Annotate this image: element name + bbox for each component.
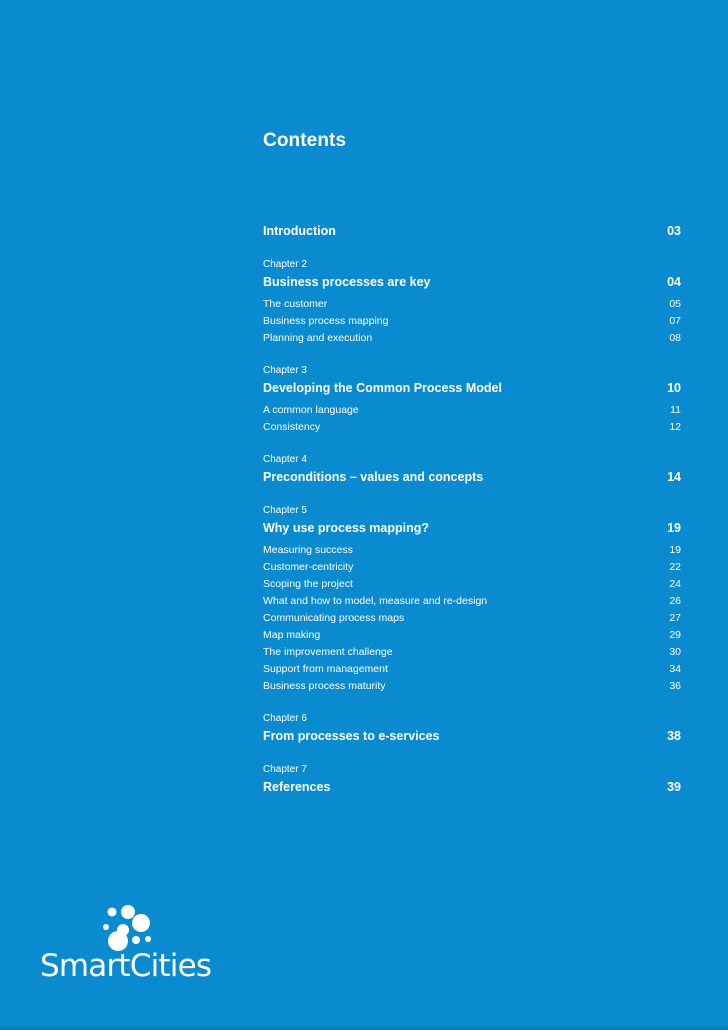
toc-chapter-entry[interactable] bbox=[263, 272, 681, 292]
chapter-label: Chapter 3 bbox=[263, 365, 307, 376]
toc-sub-entry-title: The customer bbox=[263, 298, 328, 310]
toc-sub-entry-page: 12 bbox=[669, 421, 681, 433]
toc-chapter-entry[interactable] bbox=[263, 777, 681, 797]
chapter-label: Chapter 5 bbox=[263, 505, 307, 516]
toc-sub-entry[interactable] bbox=[263, 559, 681, 576]
smartcities-logo-text: SmartCities bbox=[40, 948, 212, 984]
toc-sub-entry-title: Business process maturity bbox=[263, 680, 386, 692]
toc-entry-title: Introduction bbox=[263, 224, 336, 238]
chapter-label: Chapter 4 bbox=[263, 454, 307, 465]
toc-sub-entry[interactable] bbox=[263, 627, 681, 644]
toc-entry-page: 14 bbox=[667, 470, 681, 484]
toc-sub-entry-title: Planning and execution bbox=[263, 332, 373, 344]
toc-entry-page: 39 bbox=[667, 780, 681, 794]
toc-entry-title: Business processes are key bbox=[263, 275, 431, 289]
toc-entry-page: 19 bbox=[667, 521, 681, 535]
toc-sub-entry[interactable] bbox=[263, 593, 681, 610]
toc-sub-entry-page: 05 bbox=[669, 298, 681, 310]
toc-sub-entry-page: 11 bbox=[670, 404, 681, 416]
toc-sub-entry-title: A common language bbox=[263, 404, 359, 416]
toc-sub-entry-page: 29 bbox=[669, 629, 681, 641]
toc-sub-entry[interactable] bbox=[263, 419, 681, 436]
toc-sub-entry[interactable] bbox=[263, 542, 681, 559]
toc-sub-entry-title: Consistency bbox=[263, 421, 321, 433]
toc-sub-entry[interactable] bbox=[263, 610, 681, 627]
toc-sub-entry-page: 24 bbox=[669, 578, 681, 590]
toc-chapter-entry[interactable] bbox=[263, 726, 681, 746]
toc-sub-entry-title: Customer-centricity bbox=[263, 561, 354, 573]
toc-sub-entry[interactable] bbox=[263, 313, 681, 330]
toc-entry-title: Why use process mapping? bbox=[263, 521, 430, 535]
toc-entry-title: Developing the Common Process Model bbox=[263, 381, 502, 395]
toc-sub-entry-title: Scoping the project bbox=[263, 578, 353, 590]
toc-chapter-entry[interactable] bbox=[263, 518, 681, 538]
toc-sub-entry-page: 27 bbox=[669, 612, 681, 624]
toc-entry-title: References bbox=[263, 780, 331, 794]
toc-entry-page: 38 bbox=[667, 729, 681, 743]
toc-sub-entry-title: The improvement challenge bbox=[263, 646, 393, 658]
toc-sub-entry-page: 22 bbox=[669, 561, 681, 573]
toc-sub-entry-title: Map making bbox=[263, 629, 321, 641]
chapter-label: Chapter 6 bbox=[263, 713, 307, 724]
chapter-label: Chapter 2 bbox=[263, 259, 307, 270]
toc-sub-entry[interactable] bbox=[263, 402, 681, 419]
page-title: Contents bbox=[263, 130, 347, 151]
toc-entry-page: 10 bbox=[667, 381, 681, 395]
toc-sub-entry-page: 34 bbox=[669, 663, 681, 675]
toc-sub-entry[interactable] bbox=[263, 678, 681, 695]
toc-sub-entry[interactable] bbox=[263, 661, 681, 678]
toc-entry-title: Preconditions – values and concepts bbox=[263, 470, 484, 484]
toc-sub-entry[interactable] bbox=[263, 296, 681, 313]
toc-entry-page: 03 bbox=[667, 224, 681, 238]
toc-sub-entry-title: Business process mapping bbox=[263, 315, 389, 327]
toc-sub-entry[interactable] bbox=[263, 330, 681, 347]
toc-chapter-entry[interactable] bbox=[263, 467, 681, 487]
toc-sub-entry-title: What and how to model, measure and re-design bbox=[263, 595, 488, 607]
toc-entry-page: 04 bbox=[667, 275, 681, 289]
toc-sub-entry-page: 26 bbox=[669, 595, 681, 607]
toc-sub-entry-page: 30 bbox=[669, 646, 681, 658]
toc-sub-entry[interactable] bbox=[263, 576, 681, 593]
toc-sub-entry-page: 19 bbox=[669, 544, 681, 556]
toc-sub-entry-title: Measuring success bbox=[263, 544, 353, 556]
toc-sub-entry-page: 36 bbox=[669, 680, 681, 692]
toc-sub-entry-title: Communicating process maps bbox=[263, 612, 405, 624]
toc-sub-entry-title: Support from management bbox=[263, 663, 388, 675]
toc-sub-entry-page: 08 bbox=[669, 332, 681, 344]
toc-chapter-entry[interactable] bbox=[263, 378, 681, 398]
chapter-label: Chapter 7 bbox=[263, 764, 307, 775]
toc-sub-entry-page: 07 bbox=[669, 315, 681, 327]
toc-entry-introduction[interactable] bbox=[263, 221, 681, 241]
table-of-contents bbox=[263, 221, 681, 797]
toc-sub-entry[interactable] bbox=[263, 644, 681, 661]
toc-entry-title: From processes to e-services bbox=[263, 729, 440, 743]
